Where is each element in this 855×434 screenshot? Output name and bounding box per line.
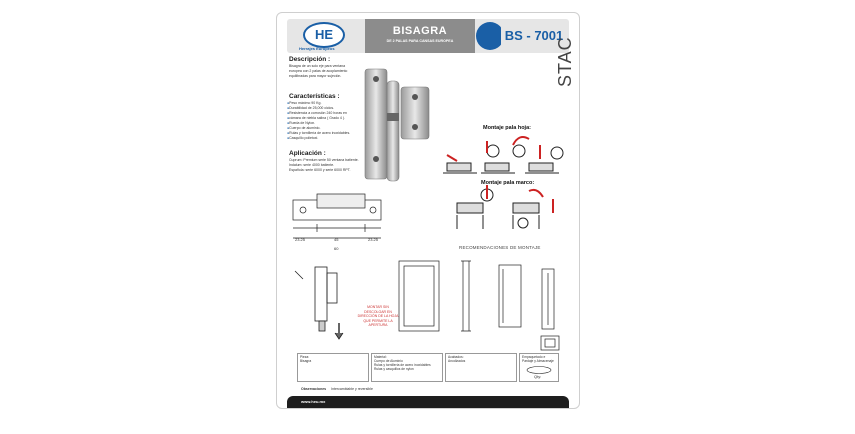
title-band bbox=[365, 19, 475, 53]
montaje-marco-label: Montaje pala marco: bbox=[481, 180, 535, 186]
descripcion-heading: Descripción : bbox=[289, 56, 331, 63]
dimension-drawing bbox=[289, 188, 389, 258]
observaciones-text: Intercambiable y reversible bbox=[331, 387, 373, 391]
aplicacion-line: Cuprum: Premium serie 50 ventana batiente. bbox=[289, 158, 359, 162]
material-box: Material: Cuerpo de Aluminio Rulas y tornillería de acero inoxidables Rulas y casquillos de nylon bbox=[371, 353, 443, 382]
product-title: BISAGRA bbox=[392, 25, 448, 37]
observaciones bbox=[301, 387, 373, 391]
aplicacion-line: Española: serie 6000 y serie 6000 RPT. bbox=[289, 168, 351, 172]
pieza-box: Pieza: Bisagra bbox=[297, 353, 369, 382]
frame-diagrams bbox=[399, 259, 569, 349]
blue-circle-icon bbox=[476, 22, 504, 50]
aplicacion-line: Indalum: serie 4000 batiente. bbox=[289, 163, 335, 167]
product-sheet bbox=[276, 12, 580, 409]
empaque-box bbox=[519, 353, 559, 382]
qty-label: Qty: bbox=[534, 374, 542, 379]
footer-bar bbox=[287, 396, 569, 408]
caracteristicas-heading: Características : bbox=[289, 93, 340, 100]
hinge-product-image bbox=[357, 61, 447, 191]
recomendaciones-heading: RECOMENDACIONES DE MONTAJE bbox=[459, 245, 541, 250]
red-mounting-note: MONTAR SIN DESCOLGAR EN DIRECCIÓN DE LA HOJA QUE PERMITE LA APERTURA bbox=[357, 305, 399, 327]
list-item: ● Durabilidad de 25,000 ciclos. bbox=[287, 106, 367, 111]
list-item: ● Rulas y tornillería de acero inoxidables. bbox=[287, 131, 367, 136]
footer-url[interactable]: www.heu.mx bbox=[301, 399, 326, 404]
caracteristicas-list bbox=[287, 101, 367, 141]
empaque-label: Empaquetado e Pardaje y Almacenaje bbox=[522, 355, 554, 363]
list-item: ● cámara de niebla salina ( Grado 4 ). bbox=[287, 116, 367, 121]
logo-subtitle: Herrajes Europeos bbox=[299, 46, 335, 51]
list-item: ● Cuerpo de aluminio. bbox=[287, 126, 367, 131]
list-item: ● Resistencia a corrosión 240 horas en bbox=[287, 111, 367, 116]
dim-middle: 45 bbox=[334, 237, 339, 242]
dim-left: 23.25 bbox=[295, 237, 306, 242]
list-item: ● Casquillo polietoxi. bbox=[287, 136, 367, 141]
dim-right: 23.25 bbox=[368, 237, 379, 242]
brand-logo: STAC bbox=[555, 36, 575, 87]
mounting-diagrams bbox=[437, 133, 567, 233]
company-logo: HE bbox=[303, 22, 345, 48]
acabados-box: Acabados: Anodizados bbox=[445, 353, 517, 382]
package-icon bbox=[526, 366, 552, 374]
list-item: ● Rueda de Nylon. bbox=[287, 121, 367, 126]
aplicacion-heading: Aplicación : bbox=[289, 150, 326, 157]
sheet-header bbox=[287, 19, 569, 53]
montaje-hoja-label: Montaje pala hoja: bbox=[483, 125, 531, 131]
assembly-drawing bbox=[293, 263, 353, 343]
product-subtitle: DE 2 PALAS PARA CANSAS EUROPEA bbox=[386, 39, 454, 43]
list-item: ● Peso máximo 90 Kg. bbox=[287, 101, 367, 106]
descripcion-text: Bisagra de un solo eje para ventana europea con 2 palas de acoplamiento equilibradas para mayor sujeción. bbox=[289, 64, 348, 78]
model-number: BS - 7001 bbox=[501, 22, 567, 50]
dim-total: 60 bbox=[334, 246, 339, 251]
observaciones-label: Observaciones bbox=[301, 387, 327, 391]
